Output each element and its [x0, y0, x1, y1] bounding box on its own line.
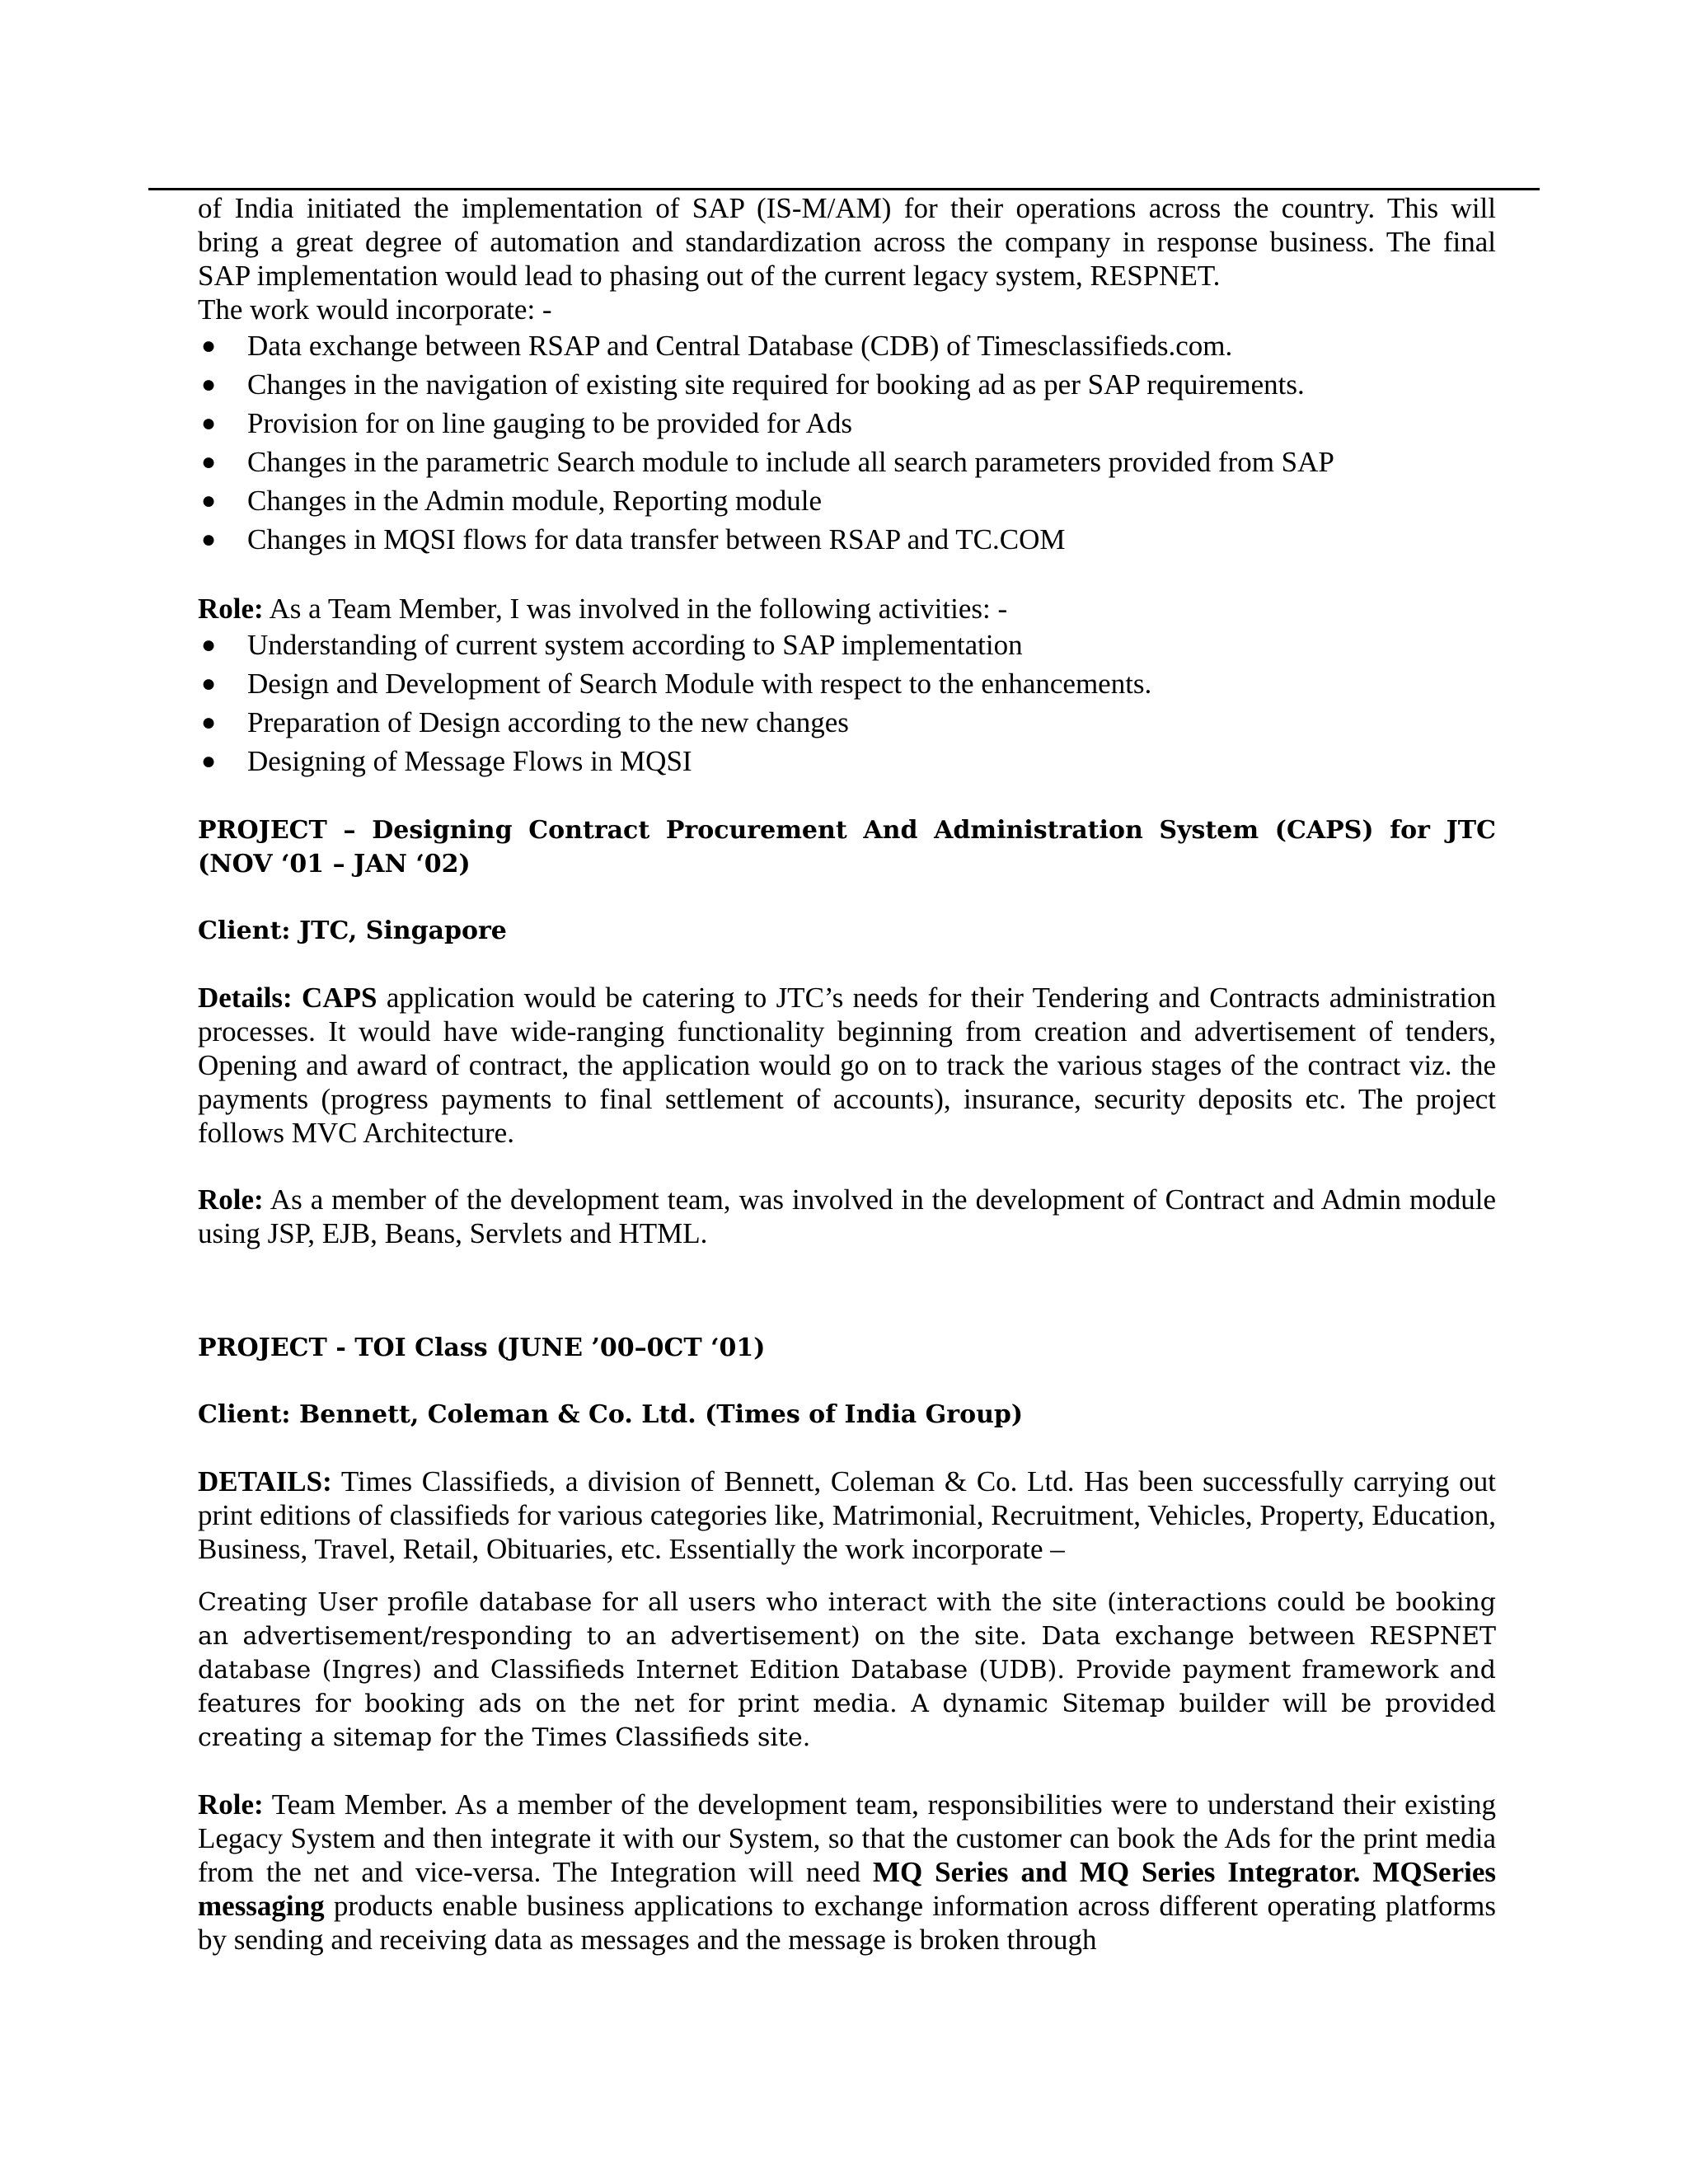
project-caps-details: Details: CAPS application would be catering to JTC’s needs for their Tendering and Contracts administration processes. It would have wide-ranging functionality beginning from creation and advertisement of tenders, Opening and award of contract, the application would go on to track the various stages of the contract viz. the payments (progress payments to final settlement of accounts), insurance, security deposits etc. The project follows MVC Architecture. [198, 982, 1496, 1149]
work-items-list [198, 326, 1496, 559]
project-caps-heading: PROJECT – Designing Contract Procurement And Administration System (CAPS) for JTC (NOV ‘01 – JAN ‘02) [198, 816, 1496, 879]
project-toi-profile-paragraph: Creating User profile database for all users who interact with the site (interactions could be booking an advertisement/responding to an advertisement) on the site. Data exchange between RESPNET database (Ingres) and Classifieds Internet Edition Database (UDB). Provide payment framework and features for booking ads on the net for print media. A dynamic Sitemap builder will be provided creating a sitemap for the Times Classifieds site. [198, 1588, 1496, 1752]
project-toi-heading: PROJECT - TOI Class (JUNE ’00–0CT ‘01) [198, 1333, 766, 1362]
list-item: ● Changes in the Admin module, Reporting module [198, 481, 1496, 520]
list-item: ● Designing of Message Flows in MQSI [198, 742, 1496, 780]
document-body [198, 191, 1496, 1957]
project-toi-client: Client: Bennett, Coleman & Co. Ltd. (Times of India Group) [198, 1400, 1024, 1429]
bullet-icon: ● [200, 748, 217, 775]
bullet-icon: ● [200, 631, 217, 658]
bullet-icon: ● [200, 670, 217, 697]
list-item: ● Data exchange between RSAP and Central Database (CDB) of Timesclassifieds.com. [198, 326, 1496, 365]
bullet-icon: ● [200, 709, 217, 736]
intro-line-2: bring a great degree of automation and standardization across the company in response business. The final [198, 226, 1496, 258]
bullet-icon: ● [200, 526, 217, 553]
project-caps-client: Client: JTC, Singapore [198, 916, 507, 945]
project-toi-details: DETAILS: Times Classifieds, a division of Bennett, Coleman & Co. Ltd. Has been successfully carrying out print editions of classifieds for various categories like, Matrimonial, Recruitment, Vehicles, Property, Education, Business, Travel, Retail, Obituaries, etc. Essentially the work incorporate – [198, 1465, 1496, 1565]
project-caps-role: Role: As a member of the development team, was involved in the development of Contract and Admin module using JSP, EJB, Beans, Servlets and HTML. [198, 1183, 1496, 1249]
intro-line-4: The work would incorporate: - [198, 293, 552, 326]
list-item: ● Design and Development of Search Module with respect to the enhancements. [198, 664, 1496, 703]
intro-line-1: of India initiated the implementation of SAP (IS-M/AM) for their operations across the country. This will [198, 192, 1496, 224]
bullet-icon: ● [200, 371, 217, 398]
role-items-list [198, 626, 1496, 780]
list-item: ● Understanding of current system according to SAP implementation [198, 626, 1496, 664]
bullet-icon: ● [200, 487, 217, 514]
list-item: ● Preparation of Design according to the new changes [198, 703, 1496, 742]
bullet-icon: ● [200, 448, 217, 476]
bullet-icon: ● [200, 332, 217, 359]
list-item: ● Provision for on line gauging to be provided for Ads [198, 404, 1496, 443]
list-item: ● Changes in the navigation of existing site required for booking ad as per SAP requirements. [198, 365, 1496, 404]
list-item: ● Changes in MQSI flows for data transfer between RSAP and TC.COM [198, 520, 1496, 559]
top-horizontal-rule [148, 188, 1540, 190]
bullet-icon: ● [200, 410, 217, 437]
project-toi-role: Role: Team Member. As a member of the development team, responsibilities were to understand their existing Legacy System and then integrate it with our System, so that the customer can book the Ads for the print media from the net and vice-versa. The Integration will need MQ Series and MQ Series Integrator. MQSeries messaging products enable business applications to exchange information across different operating platforms by sending and receiving data as messages and the message is broken through [198, 1788, 1496, 1956]
intro-line-3: SAP implementation would lead to phasing out of the current legacy system, RESPNET. [198, 260, 1221, 292]
list-item: ● Changes in the parametric Search module to include all search parameters provided from SAP [198, 443, 1496, 481]
role-paragraph: Role: As a Team Member, I was involved in the following activities: - [198, 593, 1008, 625]
